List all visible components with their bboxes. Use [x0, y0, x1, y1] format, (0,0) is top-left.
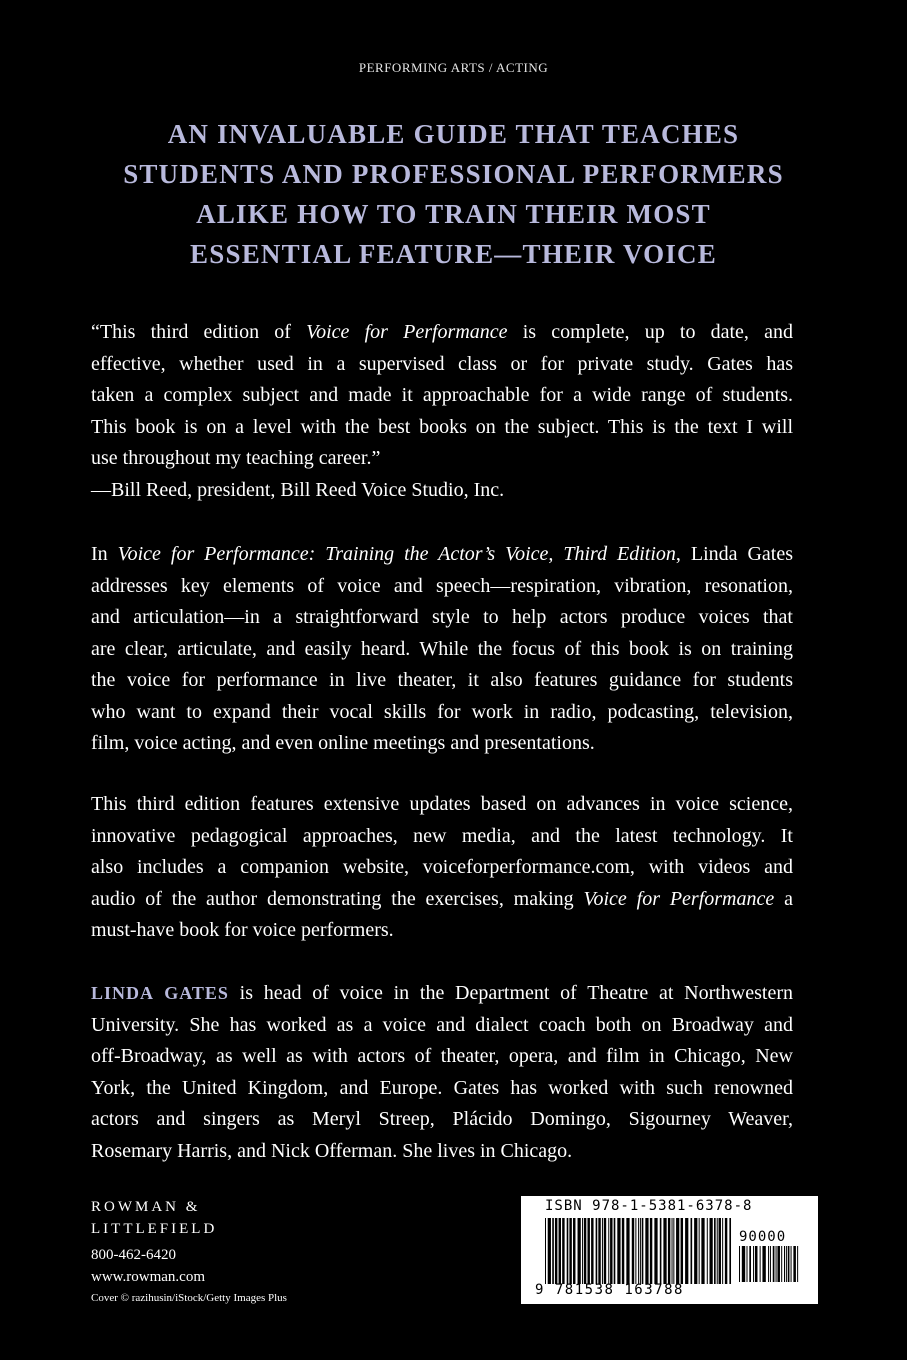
quote-line-4: This book is on a level with the best books on the subject. This is the text I will — [91, 415, 793, 438]
author-name: LINDA GATES — [91, 983, 229, 1003]
headline-line-2: STUDENTS AND PROFESSIONAL PERFORMERS — [123, 159, 784, 189]
bio-line-5: actors and singers as Meryl Streep, Plácido Domingo, Sigourney Weaver, — [91, 1108, 793, 1130]
publisher-website: www.rowman.com — [91, 1269, 206, 1285]
book-title: Voice for Performance — [583, 887, 775, 910]
quote-line-3: taken a complex subject and made it approachable for a wide range of students. — [91, 384, 793, 406]
headline-line-1: AN INVALUABLE GUIDE THAT TEACHES — [167, 119, 740, 149]
intro-paragraph — [91, 539, 793, 760]
intro-line-3: and articulation—in a straightforward style to help actors produce voices that — [91, 606, 793, 628]
bio-line-1: LINDA GATES is head of voice in the Department of Theatre at Northwestern — [91, 982, 793, 1004]
price-code: 90000 — [739, 1229, 787, 1245]
book-title: Voice for Performance — [306, 321, 508, 343]
quote-attribution: —Bill Reed, president, Bill Reed Voice Studio, Inc. — [91, 478, 505, 501]
publisher-phone: 800-462-6420 — [91, 1247, 176, 1263]
publisher-logo — [91, 1196, 217, 1240]
endorsement-quote — [91, 317, 793, 506]
intro-line-4: are clear, articulate, and easily heard. While the focus of this book is on training — [91, 637, 793, 660]
quote-line-2: effective, whether used in a supervised class or for private study. Gates has — [91, 352, 793, 375]
quote-line-1: “This third edition of Voice for Performance is complete, up to date, and — [91, 321, 793, 343]
features-line-1: This third edition features extensive updates based on advances in voice science, — [91, 793, 793, 815]
intro-line-7: film, voice acting, and even online meetings and presentations. — [91, 732, 595, 754]
author-bio — [91, 978, 793, 1167]
bio-line-3: off-Broadway, as well as with actors of theater, opera, and film in Chicago, New — [91, 1045, 793, 1067]
isbn-barcode-box — [521, 1196, 818, 1304]
features-line-3: also includes a companion website, voiceforperformance.com, with videos and — [91, 856, 793, 878]
headline-line-3: ALIKE HOW TO TRAIN THEIR MOST — [196, 199, 711, 229]
quote-line-5: use throughout my teaching career.” — [91, 447, 381, 469]
intro-line-2: addresses key elements of voice and speech—respiration, vibration, resonation, — [91, 574, 793, 597]
features-paragraph — [91, 789, 793, 947]
publisher-name-line-2: LITTLEFIELD — [91, 1221, 218, 1237]
ean-digits: 9 781538 163788 — [535, 1282, 684, 1298]
publisher-name-line-1: ROWMAN & — [91, 1199, 201, 1215]
cover-credit: Cover © razihusin/iStock/Getty Images Plus — [91, 1292, 287, 1304]
publisher-contact — [91, 1244, 205, 1288]
intro-line-6: who want to expand their vocal skills for work in radio, podcasting, television, — [91, 700, 793, 723]
bio-line-6: Rosemary Harris, and Nick Offerman. She lives in Chicago. — [91, 1139, 573, 1162]
intro-line-5: the voice for performance in live theater, it also features guidance for students — [91, 669, 793, 691]
isbn-number: ISBN 978-1-5381-6378-8 — [545, 1198, 753, 1214]
intro-line-1: In Voice for Performance: Training the Actor’s Voice, Third Edition, Linda Gates — [91, 543, 794, 565]
features-line-2: innovative pedagogical approaches, new media, and the latest technology. It — [91, 824, 793, 847]
headline-line-4: ESSENTIAL FEATURE—THEIR VOICE — [190, 239, 717, 269]
bio-line-2: University. She has worked as a voice and dialect coach both on Broadway and — [91, 1013, 793, 1036]
features-line-4: audio of the author demonstrating the exercises, making Voice for Performance a — [91, 887, 793, 910]
ean-barcode — [545, 1218, 733, 1284]
price-barcode — [739, 1246, 799, 1282]
bio-line-4: York, the United Kingdom, and Europe. Gates has worked with such renowned — [91, 1076, 793, 1099]
headline — [0, 114, 907, 274]
category-label: PERFORMING ARTS / ACTING — [358, 60, 549, 75]
book-full-title: Voice for Performance: Training the Actor’s Voice, Third Edition — [117, 543, 676, 565]
features-line-5: must-have book for voice performers. — [91, 919, 394, 941]
